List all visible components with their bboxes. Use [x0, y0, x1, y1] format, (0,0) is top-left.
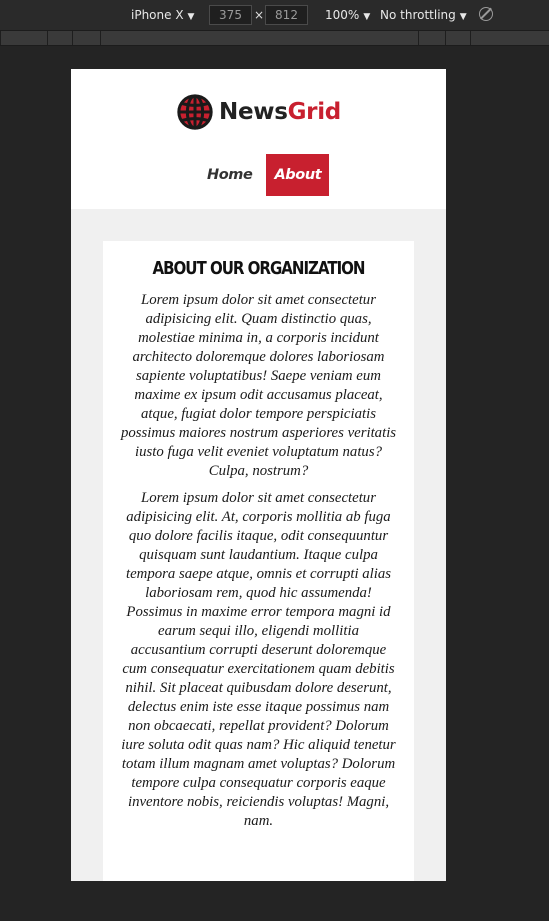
media-query-segment[interactable] — [445, 31, 470, 45]
media-query-segment[interactable] — [100, 31, 418, 45]
chevron-down-icon: ▼ — [459, 12, 467, 22]
main-nav — [199, 154, 329, 196]
nav-home-link[interactable]: Home — [207, 167, 253, 183]
page-title: ABOUT OUR ORGANIZATION — [152, 259, 365, 279]
media-query-segment[interactable] — [0, 31, 47, 45]
brand-name — [219, 99, 341, 125]
site-header — [71, 69, 446, 209]
device-viewport — [71, 69, 446, 881]
media-query-segment[interactable] — [47, 31, 72, 45]
site-logo[interactable] — [176, 92, 341, 132]
rotate-icon[interactable] — [479, 7, 493, 21]
about-card — [103, 241, 414, 881]
zoom-select[interactable] — [325, 0, 370, 30]
media-query-segment[interactable] — [72, 31, 100, 45]
height-input[interactable]: 812 — [265, 5, 308, 25]
chevron-down-icon: ▼ — [363, 12, 371, 22]
media-query-segment[interactable] — [470, 31, 549, 45]
brand-part-grid: Grid — [287, 99, 341, 125]
media-query-bar — [0, 30, 549, 46]
throttling-select[interactable] — [380, 0, 467, 30]
brand-part-news: News — [219, 99, 288, 125]
device-select[interactable] — [131, 0, 194, 30]
about-paragraph: Lorem ipsum dolor sit amet consectetur adipisicing elit. At, corporis mollitia ab fuga quo dolore facilis itaque, odit consequuntur quisquam sunt laudantium. Itaque culpa tempora saepe atque, omnis et corrupti alias laboriosam rem, quod hic assumenda! Possimus in maxime error tempora magni id earum sequi illo, eligendi mollitia accusantium corrupti deserunt doloremque cum consequatur exercitationem quam debitis nihil. Sit placeat quibusdam dolore deserunt, delectus enim iste esse itaque possimus nam non obcaecati, repellat provident? Dolorum iure soluta odit quas nam? Hic aliquid tenetur totam illum magnam amet voluptas? Dolorum tempore culpa consequatur corporis eaque inventore nobis, reiciendis voluptas! Magni, nam. — [121, 490, 396, 829]
media-query-segment[interactable] — [418, 31, 445, 45]
globe-icon — [176, 93, 214, 131]
throttling-value: No throttling — [380, 8, 456, 22]
chevron-down-icon: ▼ — [187, 12, 195, 22]
dimension-separator: × — [254, 8, 265, 22]
nav-about-link[interactable]: About — [266, 154, 329, 196]
zoom-value: 100% — [325, 8, 360, 22]
device-name: iPhone X — [131, 8, 184, 22]
device-toolbar — [0, 0, 549, 30]
width-input[interactable]: 375 — [209, 5, 252, 25]
about-paragraph: Lorem ipsum dolor sit amet consectetur adipisicing elit. Quam distinctio quas, molestiae minima in, a corporis incidunt architecto doloremque dolores laboriosam sapiente voluptatibus! Saepe veniam eum maxime ex ipsum odit accusamus placeat, atque, fugiat dolor tempore perspiciatis possimus maiores nostrum asperiores veritatis iusto fuga velit eveniet voluptatum natus? Culpa, nostrum? — [120, 292, 397, 479]
